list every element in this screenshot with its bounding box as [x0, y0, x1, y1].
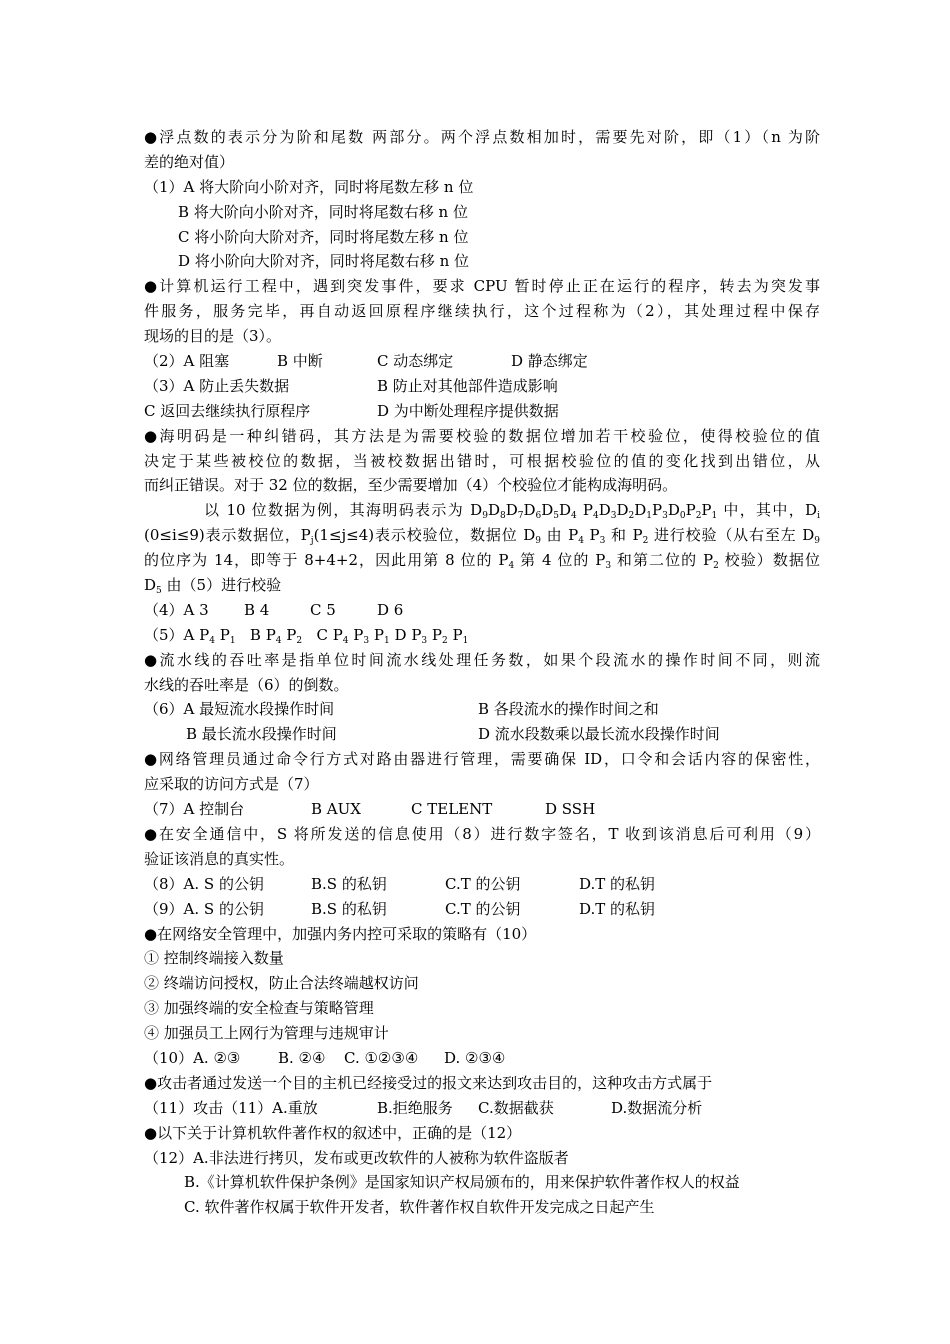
q5-option-d: D P [394, 625, 422, 644]
q8-option-c: C.T 的公钥 [445, 874, 521, 893]
q4-stem-line: 决定于某些被校位的数据，当被校数据出错时，可根据校验位的值的变化找到出错位，从 [144, 451, 820, 470]
q3-option-c: C 返回去继续执行原程序 [144, 401, 311, 420]
q4-example-line: 的位序为 14，即等于 8+4+2，因此用第 8 位的 $P_4$ 第 4 位的 $P_3$ 和第二位的 $P_2$ 校验）数据位 [144, 551, 820, 572]
q3-options-row-2 [144, 399, 820, 424]
q7-options [144, 797, 820, 822]
q8-stem-line: 验证该消息的真实性。 [144, 849, 295, 868]
q5-option-c: C P [316, 625, 343, 644]
q11-option-b: B.拒绝服务 [377, 1098, 453, 1117]
q6-options-row-1 [144, 697, 820, 722]
q7-stem-line: ●网络管理员通过命令行方式对路由器进行管理，需要确保 ID，口令和会话内容的保密性， [144, 750, 820, 769]
q10-item: ① 控制终端接入数量 [144, 949, 284, 968]
q1-stem-line: 差的绝对值） [144, 152, 235, 171]
q9-option-d: D.T 的私钥 [579, 899, 656, 918]
q11-option-a: （11）攻击（11）A.重放 [144, 1098, 318, 1117]
q7-option-a: （7）A 控制台 [144, 800, 245, 819]
text: 和 P [611, 526, 643, 545]
text: 进行校验（从右至左 D [653, 526, 815, 545]
q8-option-a: （8）A. S 的公钥 [144, 874, 264, 893]
q9-option-a: （9）A. S 的公钥 [144, 899, 264, 918]
q2-option-c: C 动态绑定 [377, 352, 454, 371]
q8-stem-line: ●在安全通信中，S 将所发送的信息使用（8）进行数字签名，T 收到该消息后可利用（9） [144, 824, 820, 843]
q2-option-a: （2）A 阻塞 [144, 352, 230, 371]
q12-option-b: B.《计算机软件保护条例》是国家知识产权局颁布的，用来保护软件著作权人的权益 [184, 1173, 740, 1192]
q4-option-a: （4）A 3 [144, 600, 209, 619]
q4-example-line: $D_5$ 由（5）进行校验 [144, 576, 282, 597]
q2-options [144, 349, 820, 374]
text: 第 4 位的 P [520, 551, 606, 570]
q6-option-a: （6）A 最短流水段操作时间 [144, 700, 335, 719]
q7-stem-line: 应采取的访问方式是（7） [144, 775, 319, 794]
q1-stem-line: ●浮点数的表示分为阶和尾数 两部分。两个浮点数相加时，需要先对阶，即（1）（n 为阶 [144, 128, 820, 146]
text: 校验）数据位 [724, 551, 820, 570]
q4-option-d: D 6 [377, 600, 404, 619]
q11-options [144, 1096, 820, 1121]
q10-item: ② 终端访问授权，防止合法终端越权访问 [144, 974, 419, 993]
q10-item: ③ 加强终端的安全检查与策略管理 [144, 999, 374, 1018]
q2-stem-line: 现场的目的是（3）。 [144, 327, 282, 346]
q3-option-d: D 为中断处理程序提供数据 [377, 401, 559, 420]
q6-option-d: D 流水段数乘以最长流水段操作时间 [478, 725, 720, 744]
q7-option-c: C TELENT [411, 800, 493, 819]
q5-option-a: （5）A P [144, 625, 210, 644]
q8-option-d: D.T 的私钥 [579, 874, 656, 893]
q2-stem-line: ●计算机运行工程中，遇到突发事件，要求 CPU 暂时停止正在运行的程序，转去为突发事 [144, 277, 820, 296]
q10-option-b: B. ②④ [278, 1048, 326, 1067]
q10-stem: ●在网络安全管理中，加强内务内控可采取的策略有（10） [144, 924, 537, 943]
q4-stem-line: ●海明码是一种纠错码，其方法是为需要校验的数据位增加若干校验位，使得校验位的值 [144, 426, 820, 445]
q10-item: ④ 加强员工上网行为管理与违规审计 [144, 1024, 389, 1043]
q1-option-b: B 将大阶向小阶对齐，同时将尾数右移 n 位 [178, 202, 468, 221]
text: 由（5）进行校验 [166, 576, 282, 595]
q4-example-line: (0≤i≤9)表示数据位，$P_j(1\le j\le 4)$表示校验位，数据位 $D_9$ 由 $P_4$ $P_3$ 和 $P_2$ 进行校验（从右至左 $D_9$ [144, 526, 820, 547]
q3-option-a: （3）A 防止丢失数据 [144, 376, 290, 395]
q7-option-b: B AUX [311, 800, 361, 819]
q1-option-d: D 将小阶向大阶对齐，同时将尾数右移 n 位 [178, 252, 469, 271]
q10-options [144, 1046, 820, 1071]
q5-option-b: B P [249, 625, 276, 644]
text: D [144, 576, 157, 595]
q10-option-a: （10）A. ②③ [144, 1048, 241, 1067]
q9-option-b: B.S 的私钥 [311, 899, 387, 918]
text: 的位序为 14，即等于 8+4+2，因此用第 8 位的 P [144, 551, 509, 570]
q4-stem-line: 而纠正错误。对于 32 位的数据，至少需要增加（4）个校验位才能构成海明码。 [144, 476, 678, 495]
q9-option-c: C.T 的公钥 [445, 899, 521, 918]
q7-option-d: D SSH [545, 800, 596, 819]
q11-stem: ●攻击者通过发送一个目的主机已经接受过的报文来达到攻击目的，这种攻击方式属于 [144, 1073, 713, 1092]
q4-option-b: B 4 [244, 600, 270, 619]
q3-options-row-1 [144, 374, 820, 399]
q11-option-d: D.数据流分析 [611, 1098, 703, 1117]
text: (0≤i≤9)表示数据位，P [144, 526, 311, 545]
text: 中，其中，D [723, 501, 818, 520]
q6-stem-line: 水线的吞吐率是（6）的倒数。 [144, 675, 349, 694]
q8-option-b: B.S 的私钥 [311, 874, 387, 893]
q12-option-a: （12）A.非法进行拷贝，发布或更改软件的人被称为软件盗版者 [144, 1148, 569, 1167]
q6-option-b: B 各段流水的操作时间之和 [478, 700, 659, 719]
q6-stem-line: ●流水线的吞吐率是指单位时间流水线处理任务数，如果个段流水的操作时间不同，则流 [144, 650, 820, 669]
q10-option-c: C. ①②③④ [344, 1048, 419, 1067]
q9-options [144, 897, 820, 922]
q2-option-b: B 中断 [277, 352, 323, 371]
q2-stem-line: 件服务，服务完毕，再自动返回原程序继续执行，这个过程称为（2），其处理过程中保存 [144, 302, 820, 321]
q2-option-d: D 静态绑定 [511, 352, 588, 371]
q12-stem: ●以下关于计算机软件著作权的叙述中，正确的是（12） [144, 1123, 522, 1142]
q4-example-line: 以 10 位数据为例，其海明码表示为 $D_9D_8D_7D_6D_5D_4$ $P_4D_3D_2D_1P_3D_0P_2P_1$ 中，其中，$D_i$ [204, 501, 820, 522]
q5-options: （5）A $P_4$ $P_1$ B $P_4$ $P_2$ C $P_4$ $P_3$ $P_1$ D $P_3$ $P_2$ $P_1$ [144, 625, 469, 646]
q10-option-d: D. ②③④ [444, 1048, 506, 1067]
document-body [144, 125, 820, 1220]
q6-option-c: B 最长流水段操作时间 [186, 725, 337, 744]
text: 以 10 位数据为例，其海明码表示为 D [204, 501, 483, 520]
q11-option-c: C.数据截获 [478, 1098, 554, 1117]
q6-options-row-2 [144, 722, 820, 747]
q1-option-a: （1）A 将大阶向小阶对齐，同时将尾数左移 n 位 [144, 177, 474, 196]
text: (1≤j≤4)表示校验位，数据位 D [313, 526, 536, 545]
q1-option-c: C 将小阶向大阶对齐，同时将尾数左移 n 位 [178, 227, 469, 246]
text: 和第二位的 P [616, 551, 714, 570]
q4-option-c: C 5 [310, 600, 336, 619]
q4-options [144, 598, 820, 623]
text: 由 P [546, 526, 579, 545]
q12-option-c: C. 软件著作权属于软件开发者，软件著作权自软件开发完成之日起产生 [184, 1198, 655, 1217]
q3-option-b: B 防止对其他部件造成影响 [377, 376, 558, 395]
q8-options [144, 872, 820, 897]
